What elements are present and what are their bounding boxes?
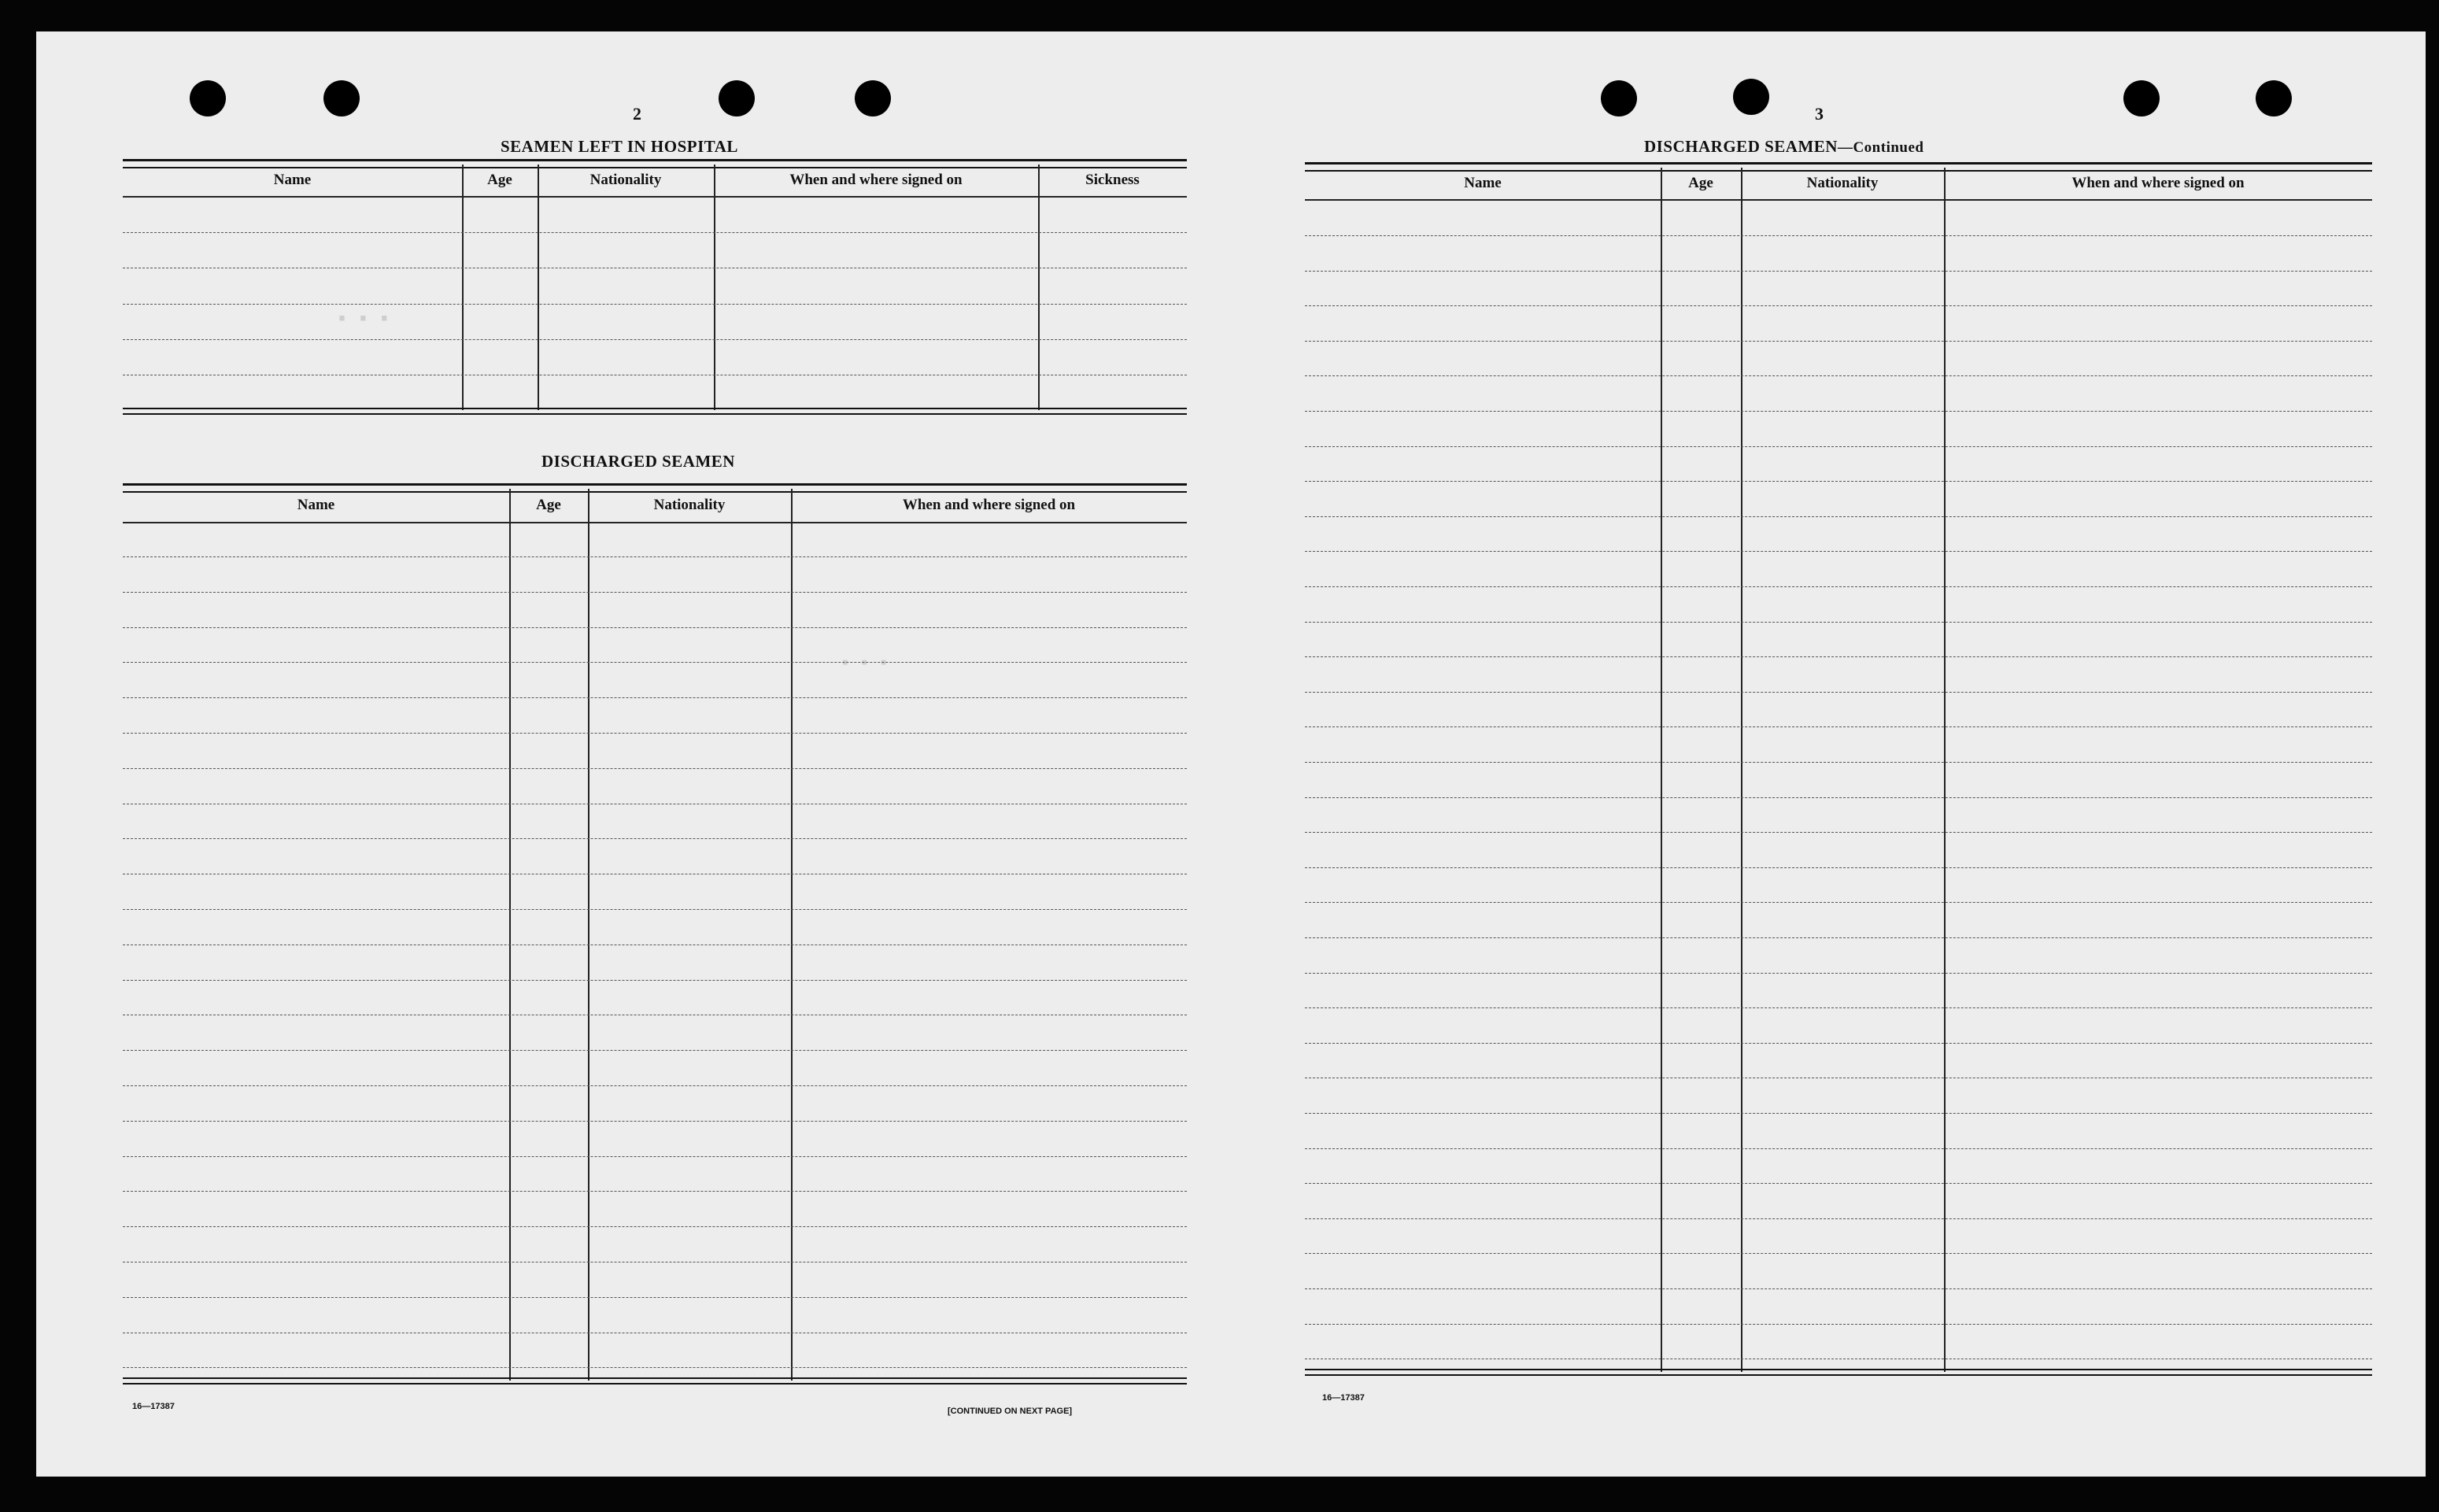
row-line [123, 733, 1187, 734]
row-line [1305, 586, 2372, 587]
row-line [123, 697, 1187, 698]
column-header-age: Age [1688, 175, 1713, 191]
row-line [1305, 271, 2372, 272]
punch-hole [323, 80, 360, 116]
row-line [1305, 1043, 2372, 1044]
row-line [1305, 1007, 2372, 1008]
row-line [123, 909, 1187, 910]
row-line [1305, 1288, 2372, 1289]
punch-hole [190, 80, 226, 116]
table-bottom-rule [123, 408, 1187, 415]
row-line [1305, 1148, 2372, 1149]
column-divider [1038, 165, 1040, 410]
row-line [123, 556, 1187, 557]
row-line [1305, 446, 2372, 447]
punch-hole [2123, 80, 2160, 116]
form-code: 16—17387 [1322, 1393, 1365, 1403]
row-line [1305, 692, 2372, 693]
discharged-continued-table [1305, 162, 2372, 1421]
row-line [123, 1085, 1187, 1086]
hospital-table [123, 159, 1187, 458]
column-divider [1741, 168, 1742, 1372]
table-bottom-rule [123, 1377, 1187, 1384]
row-line [1305, 1253, 2372, 1254]
row-line [1305, 797, 2372, 798]
row-line [1305, 867, 2372, 868]
punch-hole [2256, 80, 2292, 116]
document-sheet [36, 31, 2426, 1477]
row-line [123, 592, 1187, 593]
row-line [123, 627, 1187, 628]
row-line [1305, 375, 2372, 376]
column-divider [791, 489, 793, 1381]
row-line [1305, 551, 2372, 552]
bleed-through-mark: · · · [335, 299, 390, 338]
row-line [123, 980, 1187, 981]
column-header-signed-on: When and where signed on [2071, 175, 2245, 191]
column-divider [509, 489, 511, 1381]
row-line [123, 1156, 1187, 1157]
row-line [1305, 341, 2372, 342]
section-title-main: DISCHARGED SEAMEN [1644, 137, 1838, 156]
row-line [1305, 656, 2372, 657]
page-number: 3 [1815, 104, 1824, 124]
row-line [123, 339, 1187, 340]
row-line [1305, 622, 2372, 623]
row-line [1305, 305, 2372, 306]
row-line [1305, 481, 2372, 482]
column-divider [714, 165, 715, 410]
column-header-age: Age [487, 172, 512, 188]
column-header-nationality: Nationality [589, 172, 662, 188]
row-line [1305, 1113, 2372, 1114]
column-divider [1661, 168, 1662, 1372]
row-line [123, 232, 1187, 233]
row-line [1305, 762, 2372, 763]
punch-hole [719, 80, 755, 116]
row-line [1305, 235, 2372, 236]
row-line [123, 838, 1187, 839]
row-line [123, 1226, 1187, 1227]
column-divider [588, 489, 589, 1381]
row-line [123, 1191, 1187, 1192]
row-line [1305, 902, 2372, 903]
table-header-row [1305, 168, 2372, 201]
section-title: SEAMEN LEFT IN HOSPITAL [501, 137, 738, 156]
page-number: 2 [633, 104, 641, 124]
row-line [123, 1121, 1187, 1122]
column-header-nationality: Nationality [653, 497, 726, 513]
discharged-table [123, 483, 1187, 1428]
column-divider [462, 165, 464, 410]
column-header-nationality: Nationality [1806, 175, 1879, 191]
column-header-signed-on: When and where signed on [902, 497, 1076, 513]
row-line [1305, 516, 2372, 517]
section-title [1644, 137, 1923, 157]
column-divider [1944, 168, 1946, 1372]
table-header-row [123, 165, 1187, 198]
continued-note: [CONTINUED ON NEXT PAGE] [948, 1407, 1073, 1416]
punch-hole [855, 80, 891, 116]
row-line [1305, 1324, 2372, 1325]
table-header-row [123, 489, 1187, 523]
table-bottom-rule [1305, 1369, 2372, 1376]
bleed-through-mark: · · · [839, 645, 889, 680]
column-header-name: Name [1464, 175, 1502, 191]
row-line [1305, 937, 2372, 938]
row-line [1305, 1183, 2372, 1184]
punch-hole [1601, 80, 1637, 116]
column-header-name: Name [297, 497, 335, 513]
row-line [1305, 973, 2372, 974]
column-header-age: Age [536, 497, 561, 513]
punch-hole [1733, 79, 1769, 115]
row-line [123, 768, 1187, 769]
row-line [123, 662, 1187, 663]
row-line [1305, 832, 2372, 833]
section-title-suffix: —Continued [1837, 139, 1924, 156]
row-line [123, 1050, 1187, 1051]
row-line [123, 1297, 1187, 1298]
column-header-sickness: Sickness [1085, 172, 1140, 188]
column-header-signed-on: When and where signed on [789, 172, 963, 188]
form-code: 16—17387 [132, 1402, 175, 1411]
column-divider [538, 165, 539, 410]
row-line [123, 1367, 1187, 1368]
row-line [1305, 726, 2372, 727]
section-title: DISCHARGED SEAMEN [541, 452, 735, 471]
row-line [123, 304, 1187, 305]
column-header-name: Name [273, 172, 312, 188]
row-line [1305, 411, 2372, 412]
row-line [1305, 1218, 2372, 1219]
